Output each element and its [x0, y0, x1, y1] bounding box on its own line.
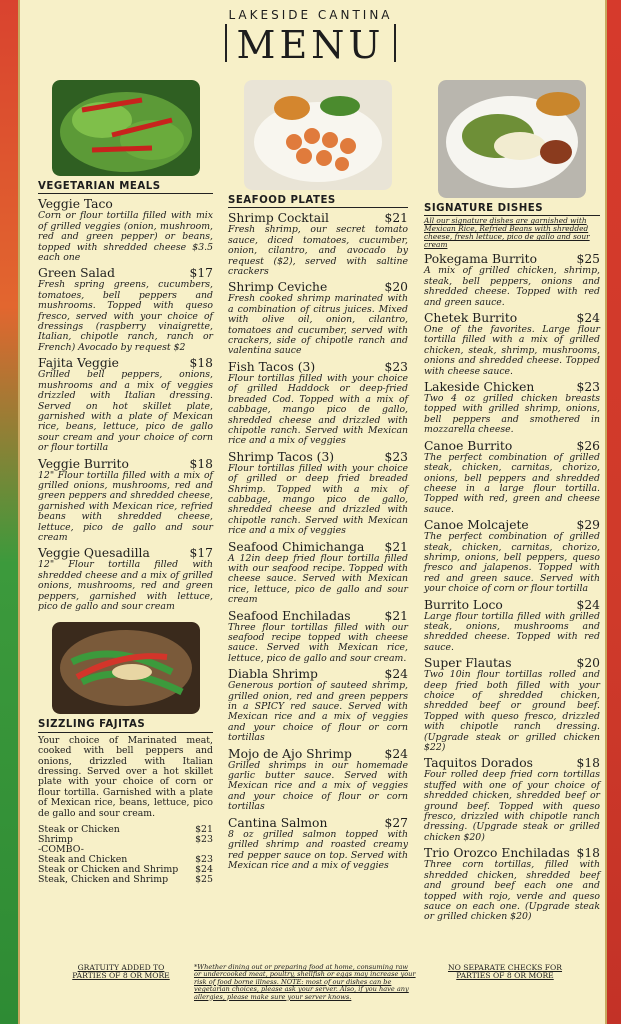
menu-item-name: Shrimp Cocktail: [228, 211, 329, 226]
menu-item: [424, 439, 600, 515]
menu-item-price: $17: [189, 546, 213, 561]
menu-item: [228, 450, 408, 537]
menu-item-description: 8 oz grilled salmon topped with grilled shrimp and roasted creamy red pepper sauce on top. Served with Mexican rice and a mix of veggies: [228, 828, 408, 871]
menu-item-header: [228, 360, 408, 374]
menu-item-name: Veggie Taco: [38, 197, 113, 212]
fajitas-price-list: [38, 825, 213, 885]
menu-item-header: [228, 816, 408, 830]
menu-item-name: Cantina Salmon: [228, 815, 328, 830]
menu-item-name: Trio Orozco Enchiladas: [424, 846, 570, 861]
menu-item-name: Fish Tacos (3): [228, 359, 316, 374]
menu-item-name: Chetek Burrito: [424, 311, 518, 326]
menu-item-price: $29: [576, 518, 600, 533]
menu-item: [424, 846, 600, 922]
menu-item-name: Canoe Burrito: [424, 438, 513, 453]
menu-item-header: [424, 311, 600, 325]
vegetarian-list: [38, 197, 213, 612]
menu-item-price: $18: [576, 846, 600, 861]
menu-item: [38, 266, 213, 353]
menu-item-header: [38, 356, 213, 370]
fajita-option-name: Steak, Chicken and Shrimp: [38, 874, 169, 886]
menu-item-description: A mix of grilled chicken, shrimp, steak, bell peppers, onions and shredded cheese. Topped with red and green sauce.: [424, 265, 600, 308]
section-title-seafood: SEAFOOD PLATES: [228, 196, 408, 208]
separate-checks-note: NO SEPARATE CHECKS FOR PARTIES OF 8 OR MORE: [447, 963, 563, 981]
menu-item-price: $18: [189, 456, 213, 471]
page-title: MENU: [0, 24, 621, 65]
restaurant-name: LAKESIDE CANTINA: [228, 8, 393, 22]
menu-item-description: 12" Flour tortilla filled with a mix of grilled onions, mushrooms, red and green peppers and shredded cheese, garnished with Mexican rice, refried beans with shredded cheese, lettuce, pico de gallo and sour cream: [38, 469, 213, 543]
menu-item-price: $20: [384, 280, 408, 295]
menu-item-price: $21: [384, 539, 408, 554]
fajita-option-name: Steak or Chicken and Shrimp: [38, 864, 179, 876]
menu-item-description: Two 10in flour tortillas rolled and deep fried both filled with your choice of shredded chicken, shredded beef or ground beef. Topped with queso fresco, drizzled with chipotle ranch dressing. (Upgrade steak or grilled chicken $22): [424, 669, 600, 754]
menu-item-header: [228, 540, 408, 554]
signature-list: [424, 252, 600, 922]
menu-item: [228, 211, 408, 277]
food-safety-warning: *Whether dining out or preparing food at home, consuming raw or undercooked meat, poultry, shellfish or eggs may increase your risk of food borne illness. NOTE: most of our dishes can be vegetarian choices, please ask your server. Also, if you have any allergies, please make sure your server knows.: [194, 963, 416, 1001]
menu-item-name: Pokegama Burrito: [424, 252, 538, 267]
menu-item-description: Fresh spring greens, cucumbers, tomatoes, bell peppers and mushrooms. Topped with queso fresco, served with your choice of dressings (raspberry vinaigrette, Italian, chipotle ranch, ranch or French) Avocado by request $2: [38, 279, 213, 353]
menu-item-price: $23: [384, 449, 408, 464]
section-title-signature: SIGNATURE DISHES: [424, 204, 600, 216]
menu-item-name: Lakeside Chicken: [424, 380, 535, 395]
menu-item-price: $18: [576, 756, 600, 771]
menu-item-header: [424, 380, 600, 394]
menu-item-header: [38, 266, 213, 280]
menu-item-price: $20: [576, 656, 600, 671]
seafood-list: [228, 211, 408, 871]
menu-item-header: [424, 756, 600, 770]
menu-item-header: [38, 457, 213, 471]
menu-item-name: Shrimp Ceviche: [228, 280, 328, 295]
menu-item-header: [228, 609, 408, 623]
menu-item: [228, 816, 408, 872]
menu-item: [228, 667, 408, 743]
menu-item-description: 12" Flour tortilla filled with shredded cheese and a mix of grilled onions, mushrooms, red and green peppers, garnished with lettuce, pico de gallo and sour cream: [38, 559, 213, 612]
menu-item-header: [228, 211, 408, 225]
gratuity-note: GRATUITY ADDED TO PARTIES OF 8 OR MORE: [72, 963, 170, 981]
fajitas-description: Your choice of Marinated meat, cooked with bell peppers and onions, drizzled with Italian dressing. Served over a hot skillet plate with your choice of corn or flour tortilla. Garnished with a plate of Mexican rice, beans, lettuce, pico de gallo and sour cream.: [38, 734, 213, 819]
menu-item: [424, 518, 600, 594]
menu-item-name: Burrito Loco: [424, 597, 503, 612]
menu-item-header: [228, 280, 408, 294]
menu-item-price: $27: [384, 815, 408, 830]
menu-item-name: Seafood Chimichanga: [228, 539, 365, 554]
menu-item-price: $24: [384, 667, 408, 682]
menu-item-description: Three corn tortillas, filled with shredded chicken, shredded beef and ground beef each one and topped with rojo, verde and queso sauce on each one. (Upgrade steak or grilled chicken $20): [424, 859, 600, 923]
menu-item-header: [228, 667, 408, 681]
menu-item-price: $23: [576, 380, 600, 395]
menu-item-name: Seafood Enchiladas: [228, 608, 351, 623]
menu-item: [228, 609, 408, 665]
menu-item: [228, 747, 408, 813]
menu-item-price: $18: [189, 356, 213, 371]
menu-item-description: Large flour tortilla filled with grilled steak, onions, mushrooms and shredded cheese. Topped with red sauce.: [424, 610, 600, 653]
menu-item-description: Generous portion of sauteed shrimp, grilled onion, red and green peppers in a SPICY red sauce. Served with Mexican rice and a mix of veggies and your choice of flour or corn tortillas: [228, 680, 408, 744]
menu-item-price: $23: [384, 359, 408, 374]
menu-item-description: Corn or flour tortilla filled with mix of grilled veggies (onion, mushroom, red and green pepper) or beans, topped with shredded cheese $3.5 each one: [38, 210, 213, 264]
menu-item-name: Canoe Molcajete: [424, 518, 529, 533]
menu-item-description: Fresh cooked shrimp marinated with a combination of citrus juices. Mixed with olive oil, onion, cilantro, tomatoes and cucumber, served with crackers, side of chipotle ranch and valentina sauce: [228, 293, 408, 357]
menu-item-header: [424, 598, 600, 612]
menu-item-name: Veggie Burrito: [38, 456, 129, 471]
menu-item-name: Shrimp Tacos (3): [228, 449, 335, 464]
menu-item: [38, 197, 213, 263]
menu-item-header: [38, 197, 213, 211]
fajita-price-row: [38, 875, 213, 885]
fajita-option-price: $23: [195, 854, 213, 866]
menu-item: [228, 360, 408, 447]
column-seafood: [228, 80, 408, 874]
menu-item: [228, 540, 408, 606]
fajitas-photo: [52, 622, 200, 714]
menu-item-description: Fresh shrimp, our secret tomato sauce, diced tomatoes, cucumber, onion, cilantro, and avocado by request ($2), served with saltine crackers: [228, 224, 408, 278]
menu-item: [424, 252, 600, 308]
menu-item: [424, 598, 600, 654]
menu-item-description: Flour tortillas filled with your choice of grilled Haddock or deep-fried breaded Cod. Topped with a mix of cabbage, mango pico de gallo, shredded cheese and drizzled with chipotle ranch. Served with Mexican rice and a mix of veggies: [228, 372, 408, 447]
fajita-option-name: -COMBO-: [38, 844, 84, 856]
menu-item-header: [424, 656, 600, 670]
menu-item: [38, 356, 213, 453]
menu-item: [424, 656, 600, 753]
menu-item: [424, 756, 600, 843]
menu-item-description: Grilled shrimps in our homemade garlic butter sauce. Served with Mexican rice and a mix of veggies and your choice of flour or corn tortillas: [228, 759, 408, 813]
menu-item-price: $17: [189, 266, 213, 281]
menu-item-header: [424, 252, 600, 266]
shrimp-photo: [244, 80, 392, 190]
menu-item-name: Taquitos Dorados: [424, 756, 533, 771]
column-vegetarian: [38, 80, 213, 885]
menu-item-name: Diabla Shrimp: [228, 667, 318, 682]
menu-item: [38, 546, 213, 612]
menu-item-description: Two 4 oz grilled chicken breasts topped with grilled shrimp, onions, bell peppers and smothered in mozzarella cheese.: [424, 393, 600, 436]
menu-item-price: $21: [384, 608, 408, 623]
menu-item: [424, 311, 600, 377]
fajita-option-price: $23: [195, 834, 213, 846]
menu-item: [228, 280, 408, 356]
section-title-vegetarian: VEGETARIAN MEALS: [38, 182, 213, 194]
column-signature: [424, 80, 600, 926]
menu-item-description: Three flour tortillas filled with our seafood recipe topped with cheese sauce. Served with Mexican rice, lettuce, pico de gallo and sour cream.: [228, 621, 408, 664]
menu-item-description: A 12in deep fried flour tortilla filled with our seafood recipe. Topped with cheese sauce. Served with Mexican rice, lettuce, pico de gallo and sour cream: [228, 552, 408, 606]
fajita-option-price: $21: [195, 824, 213, 836]
menu-item-description: The perfect combination of grilled steak, chicken, carnitas, chorizo, shrimp, onions, bell peppers, queso fresco and jalapenos. Topped with red and green sauce. Served with your choice of corn or flour tortilla: [424, 531, 600, 595]
salad-photo: [52, 80, 200, 176]
menu-item-name: Super Flautas: [424, 656, 512, 671]
menu-item-header: [38, 546, 213, 560]
menu-item-header: [424, 439, 600, 453]
menu-item-price: $24: [576, 311, 600, 326]
menu-item-name: Veggie Quesadilla: [38, 546, 150, 561]
menu-item-header: [424, 846, 600, 860]
signature-note: All our signature dishes are garnished with Mexican Rice, Refried Beans with shredded cheese, fresh lettuce, pico de gallo and sour cream: [424, 216, 590, 250]
burrito-photo: [438, 80, 586, 198]
menu-item-price: $25: [576, 252, 600, 267]
menu-item: [424, 380, 600, 436]
section-title-fajitas: SIZZLING FAJITAS: [38, 720, 213, 732]
fajita-option-name: Steak or Chicken: [38, 824, 120, 836]
menu-item-name: Mojo de Ajo Shrimp: [228, 746, 352, 761]
menu-item: [38, 457, 213, 544]
fajita-option-price: $24: [195, 864, 213, 876]
menu-item-name: Fajita Veggie: [38, 356, 119, 371]
menu-item-description: Flour tortillas filled with your choice of grilled or deep fried breaded Shrimp. Topped with a mix of cabbage, mango pico de gallo, shredded cheese and drizzled with chipotle ranch. Served with Mexican rice and a mix of veggies: [228, 462, 408, 537]
menu-item-header: [424, 518, 600, 532]
fajita-option-name: Steak and Chicken: [38, 854, 128, 866]
menu-header: [0, 8, 621, 65]
fajita-option-price: $25: [195, 874, 213, 886]
menu-item-name: Green Salad: [38, 266, 115, 281]
menu-item-price: $24: [576, 597, 600, 612]
menu-item-header: [228, 747, 408, 761]
menu-item-price: $26: [576, 438, 600, 453]
menu-item-description: One of the favorites. Large flour tortilla filled with a mix of grilled chicken, steak, shrimp, mushrooms, onions and shredded cheese. Topped with cheese sauce.: [424, 324, 600, 377]
menu-item-price: $21: [384, 211, 408, 226]
menu-item-description: The perfect combination of grilled steak, chicken, carnitas, chorizo, onions, bell peppers and shredded cheese in a large flour tortilla. Topped with red, green and cheese sauce.: [424, 451, 600, 515]
fajita-option-name: Shrimp: [38, 834, 73, 846]
menu-item-price: $24: [384, 746, 408, 761]
menu-item-description: Grilled bell peppers, onions, mushrooms and a mix of veggies drizzled with Italian dressing. Served on hot skillet plate, garnished with a plate of Mexican rice, beans, lettuce, pico de gallo sour cream and your choice of corn or flour tortilla: [38, 369, 213, 454]
menu-item-header: [228, 450, 408, 464]
menu-item-description: Four rolled deep fried corn tortillas stuffed with one of your choice of shredded chicken, shredded beef or ground beef. Topped with queso fresco, drizzled with chipotle ranch dressing. (Upgrade steak or grilled chicken $20): [424, 769, 600, 843]
